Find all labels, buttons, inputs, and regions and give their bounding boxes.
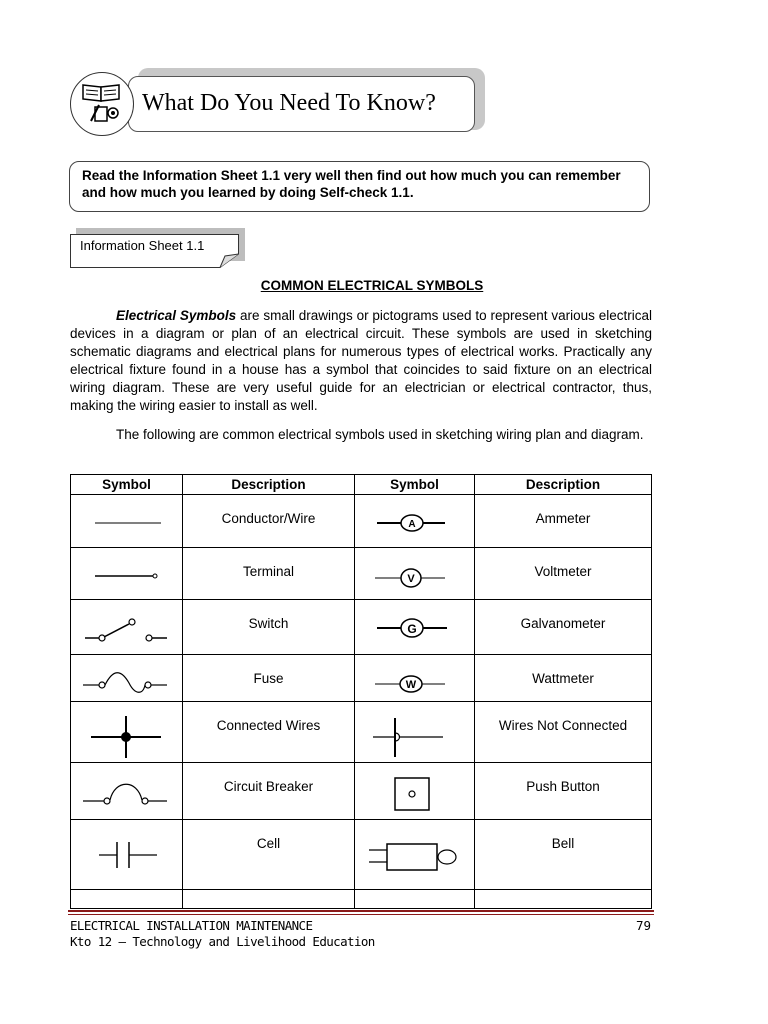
description-cell: Connected Wires [183, 702, 355, 763]
header-description-right: Description [475, 475, 652, 495]
terminal-symbol [71, 548, 183, 600]
table-row [71, 820, 652, 890]
wattmeter-letter: W [405, 679, 417, 691]
push-button-symbol [355, 763, 475, 820]
header-symbol-right: Symbol [355, 475, 475, 495]
footer-rule-thin [68, 914, 654, 915]
description-cell: Galvanometer [475, 600, 652, 655]
table-row [71, 702, 652, 763]
description-cell: Push Button [475, 763, 652, 820]
table-row [71, 600, 652, 655]
table-row [71, 495, 652, 548]
bell-symbol [355, 820, 475, 890]
conductor-wire-symbol [71, 495, 183, 548]
cell-symbol [71, 820, 183, 890]
info-sheet-label: Information Sheet 1.1 [80, 238, 205, 253]
footer-rule [68, 910, 654, 912]
description-cell: Fuse [183, 655, 355, 702]
galvanometer-symbol [355, 600, 475, 655]
table-row [71, 548, 652, 600]
description-cell: Switch [183, 600, 355, 655]
galvanometer-letter: G [407, 622, 417, 636]
ammeter-symbol [355, 495, 475, 548]
circuit-breaker-symbol [71, 763, 183, 820]
empty-cell [355, 890, 475, 909]
table-row [71, 763, 652, 820]
book-and-pen-icon [70, 72, 134, 136]
instruction-box: Read the Information Sheet 1.1 very well then find out how much you can remember and how much you learned by doing Self-check 1.1. [69, 161, 650, 212]
term-electrical-symbols: Electrical Symbols [116, 308, 237, 323]
intro-paragraph-text: are small drawings or pictograms used to represent various electrical devices in a diagram or plan of an electrical circuit. These symbols are used in sketching schematic diagrams and electrical plans for numerous types of electrical works. Practically any electrical fixture found in a house has a symbol that coincides to said fixture on an electrical wiring diagram. These are very useful guide for an electrician or electrical contractor, thus, making the wiring easier to install as well. [70, 308, 652, 413]
description-cell: Wattmeter [475, 655, 652, 702]
empty-cell [71, 890, 183, 909]
description-cell: Voltmeter [475, 548, 652, 600]
table-row [71, 655, 652, 702]
switch-symbol [71, 600, 183, 655]
description-cell: Terminal [183, 548, 355, 600]
lead-paragraph-text: The following are common electrical symbols used in sketching wiring plan and diagram. [116, 427, 644, 442]
intro-paragraph [70, 307, 652, 415]
description-cell: Bell [475, 820, 652, 890]
header-symbol-left: Symbol [71, 475, 183, 495]
description-cell: Cell [183, 820, 355, 890]
header-description-left: Description [183, 475, 355, 495]
connected-wires-symbol [71, 702, 183, 763]
empty-cell [183, 890, 355, 909]
symbols-table [70, 474, 652, 909]
voltmeter-symbol [355, 548, 475, 600]
footer-course-title: ELECTRICAL INSTALLATION MAINTENANCE [70, 918, 313, 933]
description-cell: Wires Not Connected [475, 702, 652, 763]
voltmeter-letter: V [407, 573, 415, 585]
description-cell: Conductor/Wire [183, 495, 355, 548]
description-cell: Circuit Breaker [183, 763, 355, 820]
page-title: What Do You Need To Know? [142, 90, 436, 116]
page-number: 79 [636, 918, 652, 933]
wires-not-connected-symbol [355, 702, 475, 763]
footer-program: Kto 12 – Technology and Livelihood Education [70, 934, 375, 949]
ammeter-letter: A [408, 519, 416, 530]
empty-cell [475, 890, 652, 909]
section-title: COMMON ELECTRICAL SYMBOLS [260, 278, 484, 293]
fuse-symbol [71, 655, 183, 702]
table-header-row [71, 475, 652, 495]
description-cell: Ammeter [475, 495, 652, 548]
wattmeter-symbol [355, 655, 475, 702]
table-row-empty [71, 890, 652, 909]
lead-paragraph [70, 426, 652, 444]
